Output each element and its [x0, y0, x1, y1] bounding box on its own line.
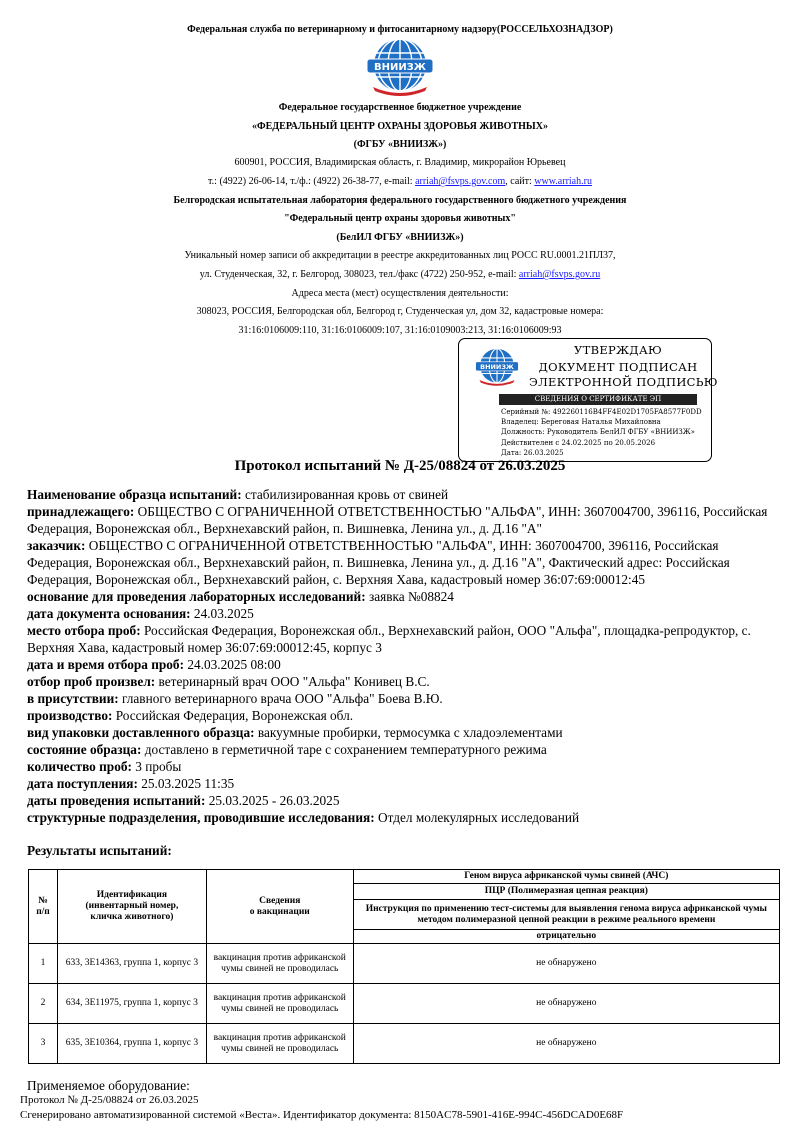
results-title: Результаты испытаний: — [27, 843, 172, 858]
row-identification: 635, 3Е10364, группа 1, корпус 3 — [57, 1024, 206, 1064]
vniizh-logo — [363, 37, 437, 97]
field-value: Российская Федерация, Воронежская обл., Верхнехавский район, ООО "Альфа", площадка-репродуктор, с. Верхняя Хава, кадастровый номер 36:07:69:00012:45, корпус 3 — [27, 623, 751, 655]
row-result: не обнаружено — [353, 944, 779, 984]
logo-text: ВНИИЗЖ — [373, 62, 427, 73]
field-value: доставлено в герметичной таре с сохранением температурного режима — [141, 742, 547, 757]
field-line — [27, 673, 777, 690]
field-line — [27, 775, 777, 792]
stamp-approve: УТВЕРЖДАЮ — [574, 343, 662, 357]
lab-line: Белгородская испытательная лаборатория федерального государственного бюджетного учреждения — [173, 195, 627, 206]
field-label: Наименование образца испытаний: — [27, 487, 242, 502]
field-line — [27, 486, 777, 503]
site-link[interactable]: www.arriah.ru — [534, 176, 592, 187]
row-vaccination: вакцинация против африканской чумы свиней не проводилась — [206, 1024, 353, 1064]
field-value: главного ветеринарного врача ООО "Альфа" Боева В.Ю. — [118, 691, 443, 706]
signature-stamp — [458, 338, 718, 462]
field-value: 24.03.2025 08:00 — [184, 657, 281, 672]
field-value: Российская Федерация, Воронежская обл. — [112, 708, 354, 723]
field-line — [27, 792, 777, 809]
stamp-line2: ЭЛЕКТРОННОЙ ПОДПИСЬЮ — [529, 375, 718, 389]
header-vaccination: Сведения о вакцинации — [206, 870, 353, 944]
footer-protocol: Протокол № Д-25/08824 от 26.03.2025 — [20, 1094, 199, 1106]
field-value: вакуумные пробирки, термосумка с хладоэлементами — [254, 725, 563, 740]
table-row — [29, 984, 780, 1024]
header-instruction: Инструкция по применению тест-системы для выявления генома вируса африканской чумы методом полимеразной цепной реакции в режиме реального времени — [353, 900, 779, 930]
row-result: не обнаружено — [353, 1024, 779, 1064]
contacts-prefix: т.: (4922) 26-06-14, т./ф.: (4922) 26-38-77, e-mail: — [208, 176, 416, 187]
org-name: «ФЕДЕРАЛЬНЫЙ ЦЕНТР ОХРАНЫ ЗДОРОВЬЯ ЖИВОТНЫХ» — [252, 121, 548, 132]
field-value: ветеринарный врач ООО "Альфа" Конивец В.С. — [155, 674, 430, 689]
row-identification: 633, 3Е14363, группа 1, корпус 3 — [57, 944, 206, 984]
header-num: № п/п — [29, 870, 58, 944]
lab-short-name: (БелИЛ ФГБУ «ВНИИЗЖ») — [336, 232, 464, 243]
lab-address — [0, 269, 800, 280]
field-label: вид упаковки доставленного образца: — [27, 725, 255, 740]
row-result: не обнаружено — [353, 984, 779, 1024]
stamp-cert-bar: СВЕДЕНИЯ О СЕРТИФИКАТЕ ЭП — [499, 394, 697, 405]
field-line — [27, 537, 777, 588]
field-line — [27, 707, 777, 724]
lab-center: "Федеральный центр охраны здоровья животных" — [284, 213, 516, 224]
sample-fields — [27, 486, 777, 826]
activity-address: 308023, РОССИЯ, Белгородская обл, Белгород г, Студенческая ул, дом 32, кадастровые номера: — [196, 306, 604, 317]
field-value: ОБЩЕСТВО С ОГРАНИЧЕННОЙ ОТВЕТСТВЕННОСТЬЮ "АЛЬФА", ИНН: 3607004700, 396116, Российская Федерация, Воронежская обл., Верхнехавский район, п. Вишневка, Ленина ул., д. Д.16 "А" — [27, 504, 768, 536]
org-short-name: (ФГБУ «ВНИИЗЖ») — [353, 139, 447, 150]
field-label: основание для проведения лабораторных исследований: — [27, 589, 366, 604]
lab-address-prefix: ул. Студенческая, 32, г. Белгород, 308023, тел./факс (4722) 250-952, e-mail: — [199, 269, 519, 280]
field-label: структурные подразделения, проводившие исследования: — [27, 810, 375, 825]
org-type: Федеральное государственное бюджетное учреждение — [278, 102, 522, 113]
protocol-title: Протокол испытаний № Д-25/08824 от 26.03.2025 — [234, 458, 566, 474]
table-row — [29, 1024, 780, 1064]
field-label: производство: — [27, 708, 113, 723]
field-label: состояние образца: — [27, 742, 142, 757]
header-norm: отрицательно — [353, 930, 779, 944]
field-line — [27, 503, 777, 537]
field-line — [27, 656, 777, 673]
row-identification: 634, 3Е11975, группа 1, корпус 3 — [57, 984, 206, 1024]
field-label: принадлежащего: — [27, 504, 135, 519]
field-label: дата и время отбора проб: — [27, 657, 185, 672]
equipment-label: Применяемое оборудование: — [27, 1078, 190, 1093]
lab-email-link[interactable]: arriah@fsvps.gov.ru — [518, 269, 601, 280]
field-label: количество проб: — [27, 759, 132, 774]
agency-name: Федеральная служба по ветеринарному и фитосанитарному надзору(РОССЕЛЬХОЗНАДЗОР) — [187, 24, 613, 35]
stamp-serial: Серийный №: 492260116B4FF4E02D1705FA8577F0DD — [501, 408, 702, 416]
row-vaccination: вакцинация против африканской чумы свиней не проводилась — [206, 944, 353, 984]
row-number: 3 — [29, 1024, 58, 1064]
field-value: 25.03.2025 11:35 — [137, 776, 235, 791]
field-label: дата поступления: — [27, 776, 138, 791]
accreditation: Уникальный номер записи об аккредитации в реестре аккредитованных лиц РОСС RU.0001.21ПЛ37, — [184, 250, 616, 261]
field-line — [27, 622, 777, 656]
field-line — [27, 809, 777, 826]
row-vaccination: вакцинация против африканской чумы свиней не проводилась — [206, 984, 353, 1024]
field-line — [27, 758, 777, 775]
field-value: 25.03.2025 - 26.03.2025 — [205, 793, 340, 808]
field-line — [27, 724, 777, 741]
org-contacts — [0, 176, 800, 187]
email-link[interactable]: arriah@fsvps.gov.com — [415, 176, 506, 187]
stamp-logo — [473, 347, 521, 387]
stamp-position: Должность: Руководитель БелИЛ ФГБУ «ВНИИЗЖ» — [501, 428, 695, 436]
field-label: дата документа основания: — [27, 606, 191, 621]
field-label: отбор проб произвел: — [27, 674, 156, 689]
stamp-valid: Действителен с 24.02.2025 по 20.05.2026 — [501, 439, 656, 447]
header-identification: Идентификация (инвентарный номер, кличка животного) — [57, 870, 206, 944]
stamp-date: Дата: 26.03.2025 — [501, 449, 564, 457]
row-number: 1 — [29, 944, 58, 984]
site-prefix: , сайт: — [505, 176, 535, 187]
field-value: ОБЩЕСТВО С ОГРАНИЧЕННОЙ ОТВЕТСТВЕННОСТЬЮ "АЛЬФА", ИНН: 3607004700, 396116, Российская Федерация, Воронежская обл., Верхнехавский район, п. Вишневка, Ленина ул., д. Д.16 "А", Фактический адрес: Российская Федерация, Воронежская обл., Верхнехавский район, с. Верхняя Хава, кадастровый номер 36:07:69:00012:45 — [27, 538, 730, 587]
row-number: 2 — [29, 984, 58, 1024]
field-label: в присутствии: — [27, 691, 119, 706]
stamp-logo-text: ВНИИЗЖ — [480, 362, 514, 371]
field-value: заявка №08824 — [365, 589, 454, 604]
header-method: ПЦР (Полимеразная цепная реакция) — [353, 884, 779, 900]
field-line — [27, 741, 777, 758]
footer-generated: Сгенерировано автоматизированной системой «Веста». Идентификатор документа: 8150AC78-5901-416E-994C-456DCAD0E68F — [20, 1109, 624, 1121]
activity-title: Адреса места (мест) осуществления деятельности: — [291, 288, 509, 299]
stamp-line1: ДОКУМЕНТ ПОДПИСАН — [538, 360, 698, 374]
field-line — [27, 690, 777, 707]
header-genome: Геном вируса африканской чумы свиней (АЧС) — [353, 870, 779, 884]
org-address: 600901, РОССИЯ, Владимирская область, г. Владимир, микрорайон Юрьевец — [234, 157, 566, 168]
field-line — [27, 605, 777, 622]
field-line — [27, 588, 777, 605]
field-value: 24.03.2025 — [190, 606, 254, 621]
field-label: место отбора проб: — [27, 623, 141, 638]
results-table — [28, 869, 780, 1064]
field-label: даты проведения испытаний: — [27, 793, 206, 808]
field-value: Отдел молекулярных исследований — [374, 810, 580, 825]
stamp-owner: Владелец: Береговая Наталья Михайловна — [501, 418, 661, 426]
table-row — [29, 944, 780, 984]
field-label: заказчик: — [27, 538, 86, 553]
field-value: стабилизированная кровь от свиней — [241, 487, 449, 502]
cadastral-numbers: 31:16:0106009:110, 31:16:0106009:107, 31:16:0109003:213, 31:16:0106009:93 — [238, 325, 562, 336]
field-value: 3 пробы — [131, 759, 182, 774]
